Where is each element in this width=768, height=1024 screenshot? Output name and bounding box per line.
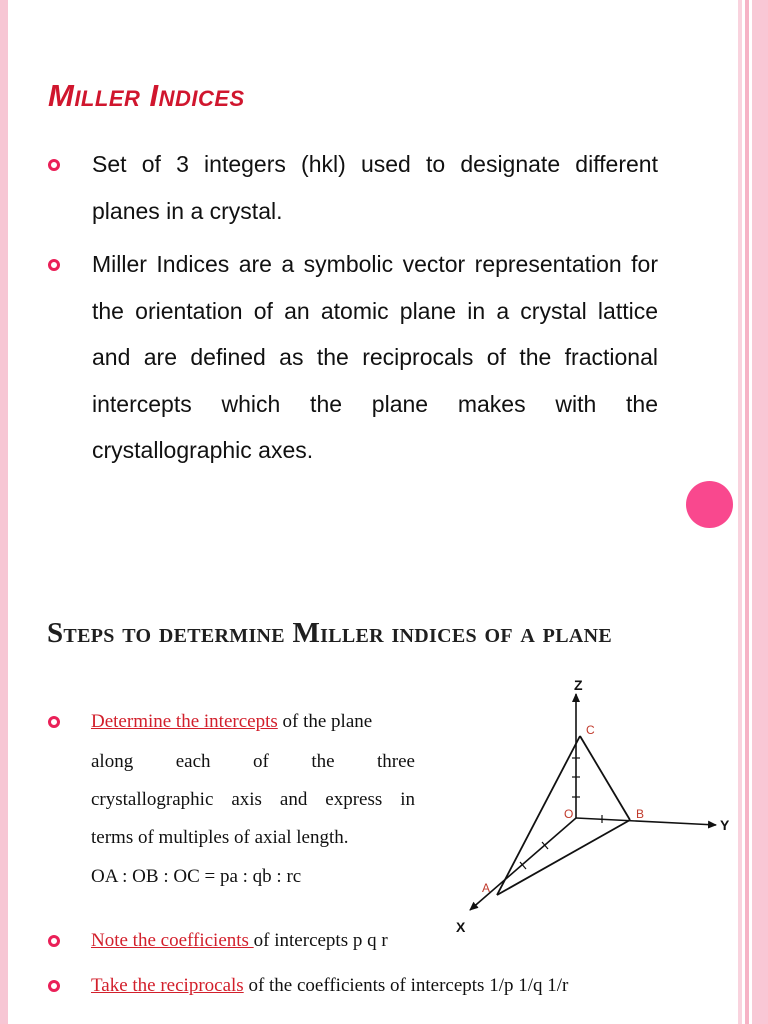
note-coefficients-link[interactable]: Note the coefficients: [91, 930, 254, 951]
step1-line1-rest: of the plane: [277, 711, 373, 732]
right-frame-border: [738, 0, 768, 1024]
left-frame-border: [0, 0, 8, 1024]
plane-edge-cb: [580, 736, 630, 820]
point-label-c: C: [586, 723, 595, 737]
step1-line1: [91, 711, 372, 733]
step2-rest: of intercepts p q r: [253, 930, 388, 951]
page-title: Miller Indices: [48, 78, 245, 113]
axis-label-x: X: [456, 919, 466, 935]
steps-heading: Steps to determine Miller indices of a plane: [47, 617, 612, 649]
step2-line: [91, 930, 388, 952]
intro-bullet-1: Set of 3 integers (hkl) used to designate different planes in a crystal.: [92, 151, 658, 224]
point-label-o: O: [564, 807, 574, 821]
step1-line4: terms of multiples of axial length.: [91, 827, 349, 848]
determine-intercepts-link[interactable]: Determine the intercepts: [91, 711, 278, 732]
bullet-icon: [48, 259, 60, 271]
point-label-a: A: [482, 881, 491, 895]
y-axis: [576, 818, 716, 825]
step3-rest: of the coefficients of intercepts 1/p 1/q 1/r: [243, 975, 569, 996]
step1-word: each: [175, 751, 211, 772]
take-reciprocals-link[interactable]: Take the reciprocals: [91, 975, 244, 996]
crystal-plane-diagram: [452, 670, 738, 940]
step1-word: the: [311, 751, 335, 772]
step1-word: along: [91, 751, 134, 772]
axis-label-z: Z: [574, 677, 583, 693]
bullet-icon: [48, 159, 60, 171]
bullet-icon: [48, 980, 60, 992]
decorative-pink-dot: [686, 481, 733, 528]
x-axis: [470, 818, 576, 910]
intro-bullet-2: Miller Indices are a symbolic vector representation for the orientation of an atomic plane in a crystal lattice and are defined as the reciprocals of the fractional intercepts which the plane makes with the crystallographic axes.: [92, 251, 658, 463]
step1-word: three: [377, 751, 415, 772]
step1-line2: [91, 751, 415, 773]
point-label-b: B: [636, 807, 645, 821]
axis-label-y: Y: [720, 817, 730, 833]
step3-line: [91, 975, 568, 997]
bullet-icon: [48, 716, 60, 728]
step1-word: of: [253, 751, 269, 772]
bullet-icon: [48, 935, 60, 947]
step1-formula: OA : OB : OC = pa : qb : rc: [91, 866, 302, 887]
step1-line3: crystallographic axis and express in: [91, 789, 415, 810]
